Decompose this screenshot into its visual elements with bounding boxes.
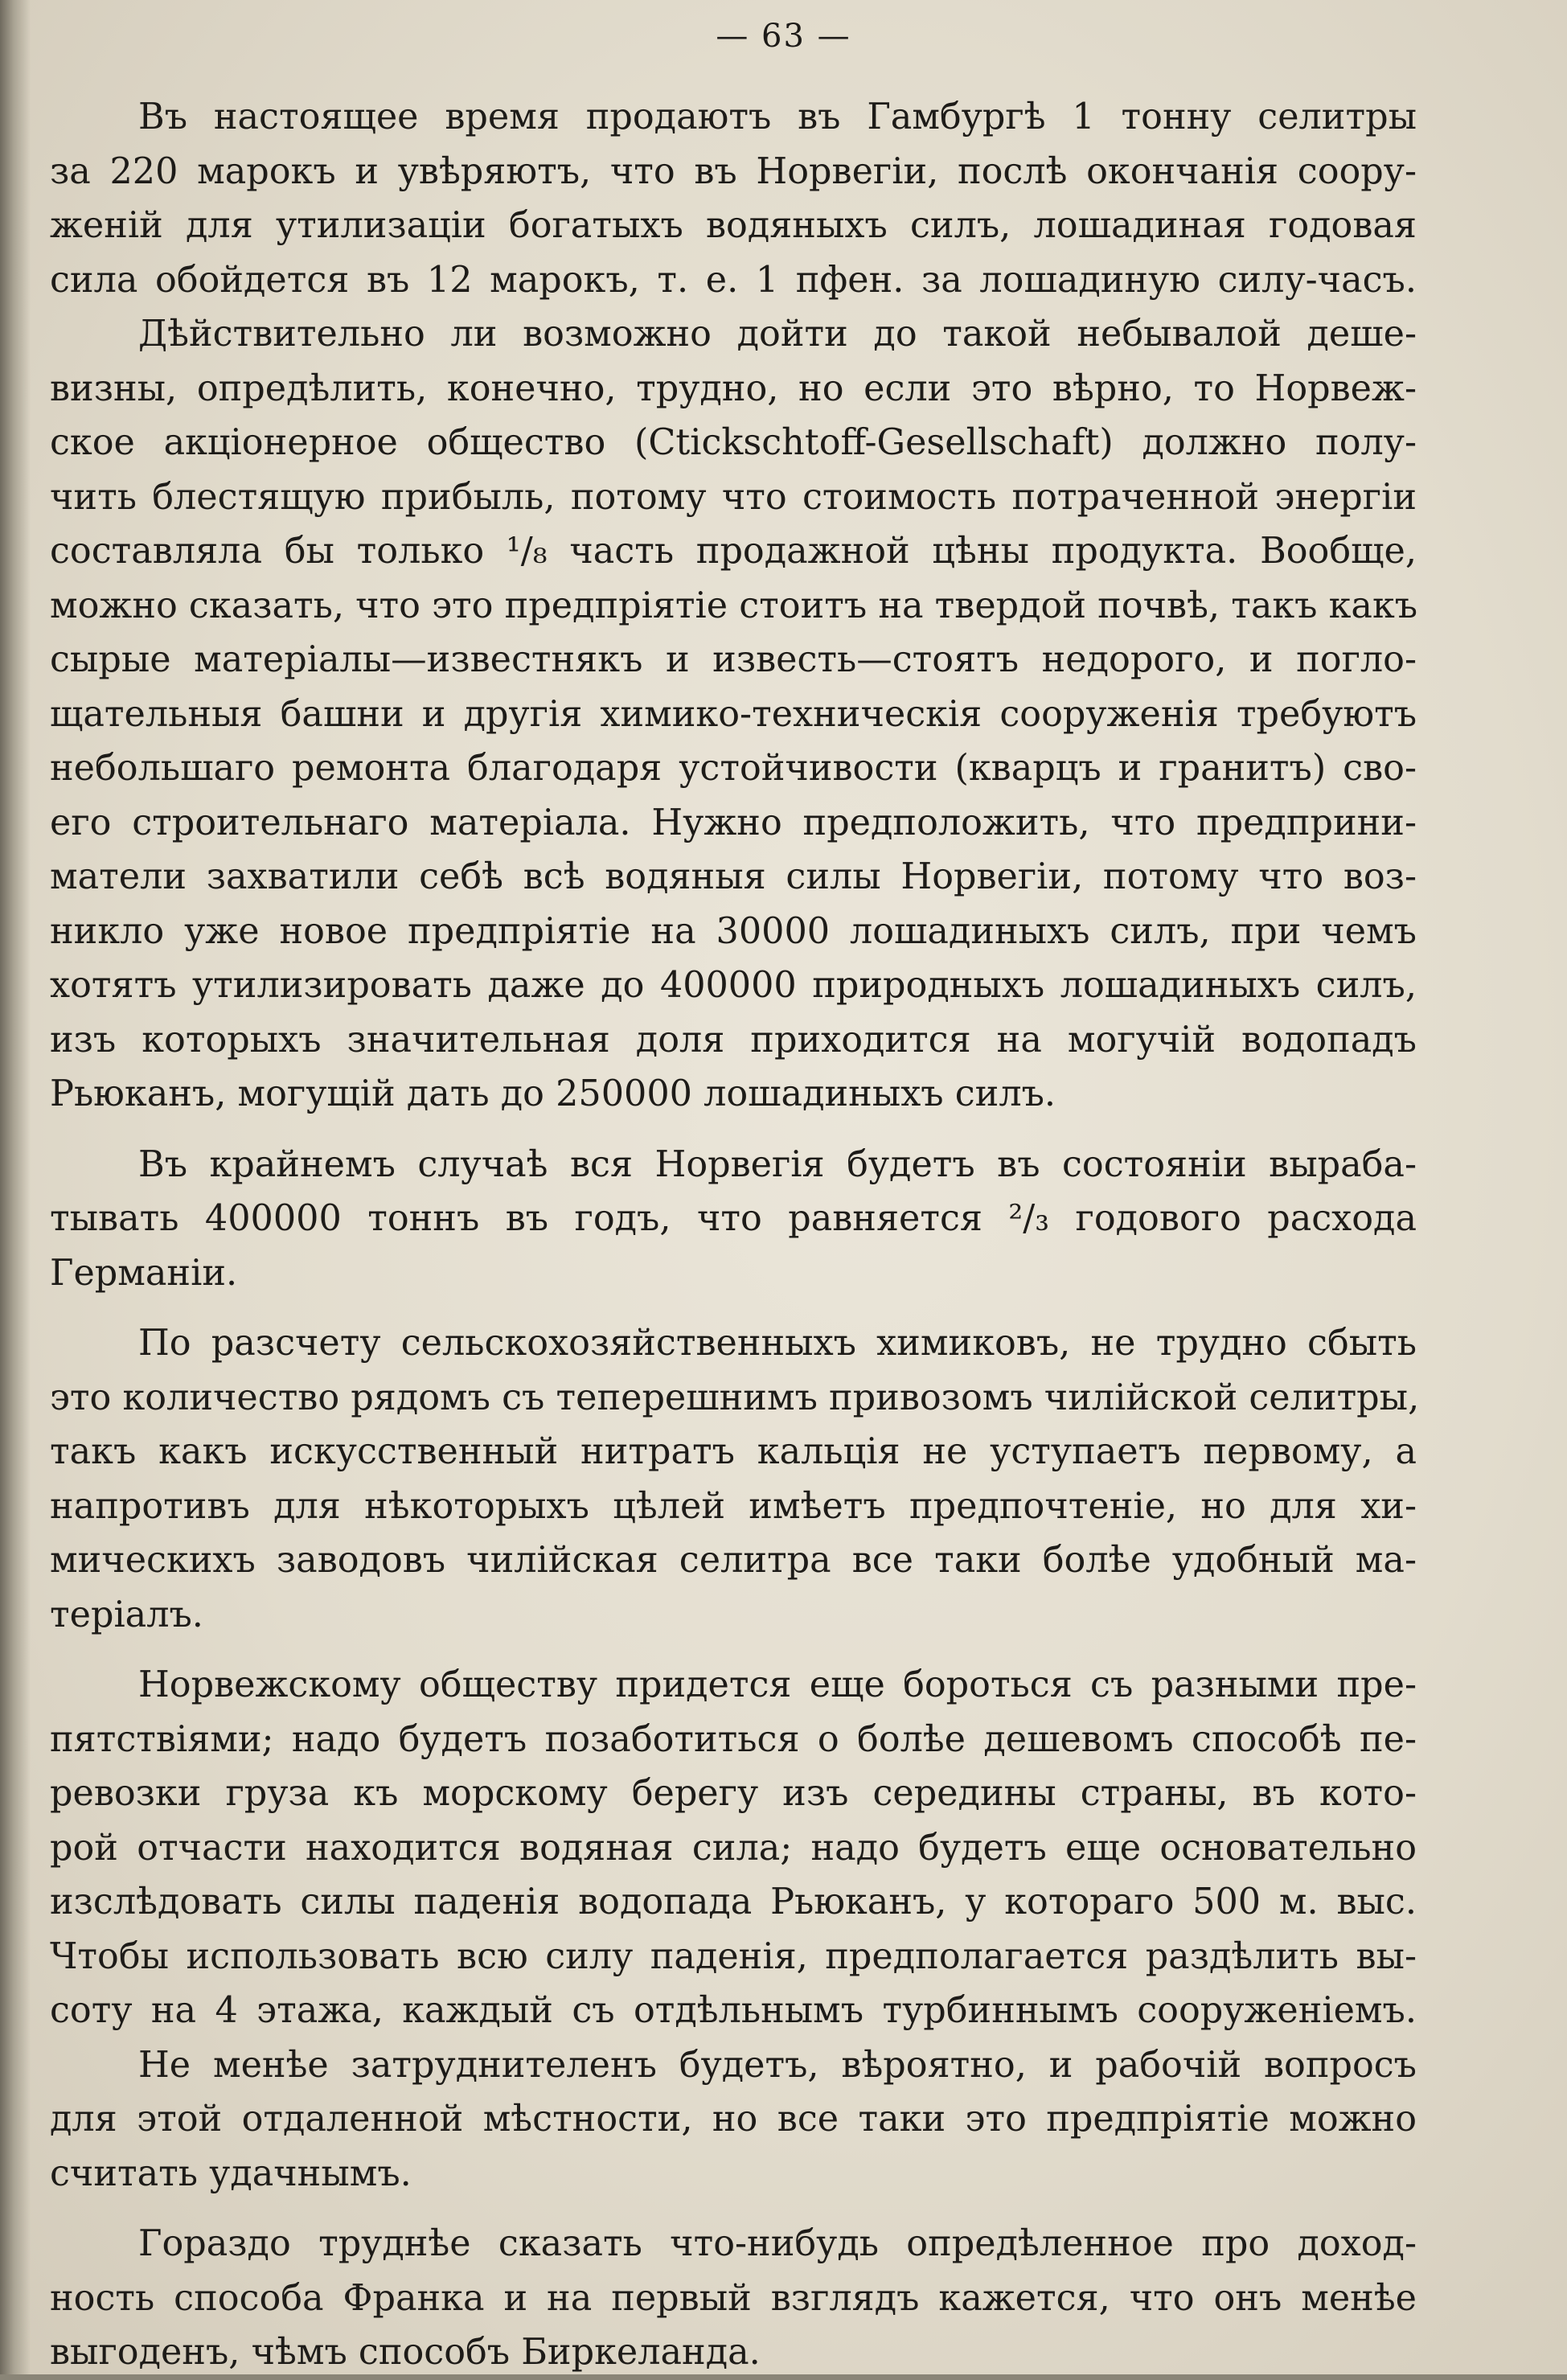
text-line: Германіи. [50, 1252, 238, 1294]
text-line: Не менѣе затруднителенъ будетъ, вѣроятно, и рабочій вопросъ [138, 2044, 1417, 2086]
text-line: можно сказать, что это предпріятіе стоитъ на твердой почвѣ, такъ какъ [50, 585, 1418, 626]
text-line: ревозки груза къ морскому берегу изъ середины страны, въ кото- [50, 1773, 1417, 1814]
text-line: соту на 4 этажа, каждый съ отдѣльнымъ турбиннымъ сооруженіемъ. [50, 1990, 1417, 2031]
text-line: Въ настоящее время продаютъ въ Гамбургѣ 1 тонну селитры [138, 96, 1417, 137]
text-line: за 220 марокъ и увѣряютъ, что въ Норвегіи, послѣ окончанія соору- [50, 150, 1417, 192]
paragraph-3 [50, 1138, 1417, 1301]
text-line: рой отчасти находится водяная сила; надо будетъ еще основательно [50, 1827, 1417, 1869]
text-line: считать удачнымъ. [50, 2152, 412, 2194]
paragraph-1 [50, 90, 1417, 307]
text-line: составляла бы только ¹/₈ часть продажной цѣны продукта. Вообще, [50, 531, 1417, 572]
text-line: изслѣдовать силы паденія водопада Рьюканъ, у котораго 500 м. выс. [50, 1881, 1417, 1922]
text-line: для этой отдаленной мѣстности, но все таки это предпріятіе можно [50, 2099, 1417, 2140]
text-line: чить блестящую прибыль, потому что стоимость потраченной энергіи [50, 476, 1417, 518]
text-line: Чтобы использовать всю силу паденія, предполагается раздѣлить вы- [50, 1935, 1417, 1977]
page-number: — 63 — [716, 18, 851, 55]
text-line: пятствіями; надо будетъ позаботиться о болѣе дешевомъ способѣ пе- [50, 1718, 1417, 1760]
text-line: матели захватили себѣ всѣ водяныя силы Норвегіи, потому что воз- [50, 856, 1417, 897]
text-line: визны, опредѣлить, конечно, трудно, но если это вѣрно, то Норвеж- [50, 367, 1417, 409]
text-line: По разсчету сельскохозяйственныхъ химиковъ, не трудно сбыть [138, 1323, 1417, 1364]
text-line: его строительнаго матеріала. Нужно предположить, что предприни- [50, 802, 1417, 843]
text-line: женій для утилизаціи богатыхъ водяныхъ силъ, лошадиная годовая [50, 205, 1417, 246]
text-line: никло уже новое предпріятіе на 30000 лошадиныхъ силъ, при чемъ [50, 910, 1417, 952]
text-line: сырые матеріалы—известнякъ и известь—стоятъ недорого, и погло- [50, 639, 1417, 680]
paragraph-7 [50, 2217, 1417, 2380]
text-line: тывать 400000 тоннъ въ годъ, что равняется ²/₃ годового расхода [50, 1198, 1417, 1239]
text-line: ность способа Франка и на первый взглядъ кажется, что онъ менѣе [50, 2277, 1417, 2319]
text-line: теріалъ. [50, 1594, 203, 1635]
text-line: такъ какъ искусственный нитратъ кальція не уступаетъ первому, а [50, 1431, 1417, 1472]
text-line: напротивъ для нѣкоторыхъ цѣлей имѣетъ предпочтеніе, но для хи- [50, 1485, 1417, 1527]
paragraph-4 [50, 1316, 1420, 1642]
binding-shadow [0, 0, 31, 2374]
paragraph-2 [50, 307, 1417, 1122]
text-line: хотятъ утилизировать даже до 400000 природныхъ лошадиныхъ силъ, [50, 965, 1417, 1006]
text-line: выгоденъ, чѣмъ способъ Биркеланда. [50, 2332, 761, 2373]
text-line: Въ крайнемъ случаѣ вся Норвегія будетъ въ состояніи выраба- [138, 1143, 1417, 1185]
text-line: небольшаго ремонта благодаря устойчивости (кварцъ и гранитъ) сво- [50, 748, 1417, 789]
text-line: ское акціонерное общество (Ctickschtoff-Gesellschaft) должно полу- [50, 422, 1417, 463]
paragraph-5 [50, 1658, 1417, 2038]
text-line: изъ которыхъ значительная доля приходится на могучій водопадъ [50, 1019, 1417, 1061]
text-line: щательныя башни и другія химико-техническія сооруженія требуютъ [50, 693, 1417, 735]
paragraph-6 [50, 2038, 1417, 2202]
text-line: мическихъ заводовъ чилійская селитра все таки болѣе удобный ма- [50, 1540, 1417, 1581]
text-line: Рьюканъ, могущій дать до 250000 лошадиныхъ силъ. [50, 1073, 1056, 1114]
text-line: это количество рядомъ съ теперешнимъ привозомъ чилійской селитры, [50, 1377, 1420, 1418]
text-line: сила обойдется въ 12 марокъ, т. е. 1 пфен. за лошадиную силу-часъ. [50, 259, 1417, 301]
text-line: Гораздо труднѣе сказать что-нибудь опредѣленное про доход- [138, 2223, 1417, 2264]
body-text [50, 90, 1420, 2380]
text-line: Норвежскому обществу придется еще бороться съ разными пре- [138, 1664, 1417, 1705]
text-line: Дѣйствительно ли возможно дойти до такой небывалой деше- [138, 314, 1417, 355]
